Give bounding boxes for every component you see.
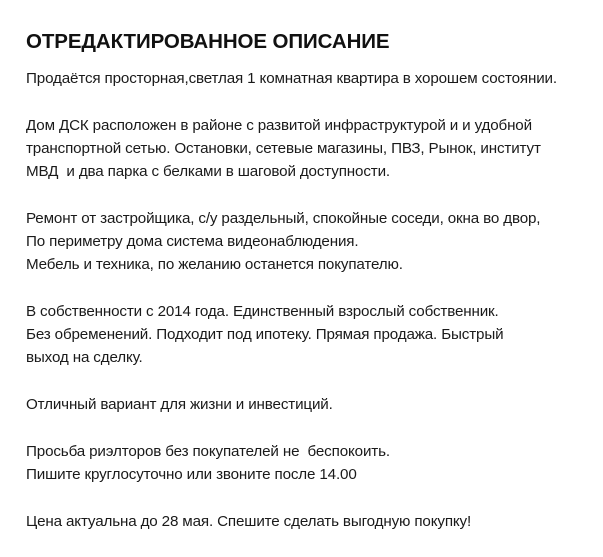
paragraph-line: выход на сделку.: [26, 349, 143, 366]
paragraph-line: Продаётся просторная,светлая 1 комнатная квартира в хорошем состоянии.: [26, 70, 557, 87]
paragraph-line: Без обременений. Подходит под ипотеку. Прямая продажа. Быстрый: [26, 326, 504, 343]
paragraph-line: По периметру дома система видеонаблюдения.: [26, 233, 359, 250]
paragraph-line: Мебель и техника, по желанию останется покупателю.: [26, 256, 403, 273]
paragraph-line: Просьба риэлторов без покупателей не беспокоить.: [26, 443, 390, 460]
paragraph-condition: [26, 207, 596, 276]
paragraph-contact: [26, 440, 596, 486]
paragraph-line: Цена актуальна до 28 мая. Спешите сделать выгодную покупку!: [26, 513, 472, 530]
paragraph-line: В собственности с 2014 года. Единственный взрослый собственник.: [26, 303, 499, 320]
paragraph-line: Пишите круглосуточно или звоните после 14.00: [26, 466, 357, 483]
paragraph-line: МВД и два парка с белками в шаговой доступности.: [26, 163, 390, 180]
paragraph-line: Дом ДСК расположен в районе с развитой инфраструктурой и и удобной: [26, 117, 532, 134]
paragraph-price-note: [26, 510, 596, 533]
paragraph-intro: [26, 67, 596, 90]
paragraph-line: Отличный вариант для жизни и инвестиций.: [26, 396, 333, 413]
paragraph-ownership: [26, 300, 596, 369]
page-title: ОТРЕДАКТИРОВАННОЕ ОПИСАНИЕ: [26, 30, 390, 53]
paragraph-summary: [26, 393, 596, 416]
paragraph-location: [26, 114, 596, 183]
listing-description: [26, 30, 596, 557]
paragraph-line: транспортной сетью. Остановки, сетевые магазины, ПВЗ, Рынок, институт: [26, 140, 541, 157]
paragraph-line: Ремонт от застройщика, с/у раздельный, спокойные соседи, окна во двор,: [26, 210, 541, 227]
